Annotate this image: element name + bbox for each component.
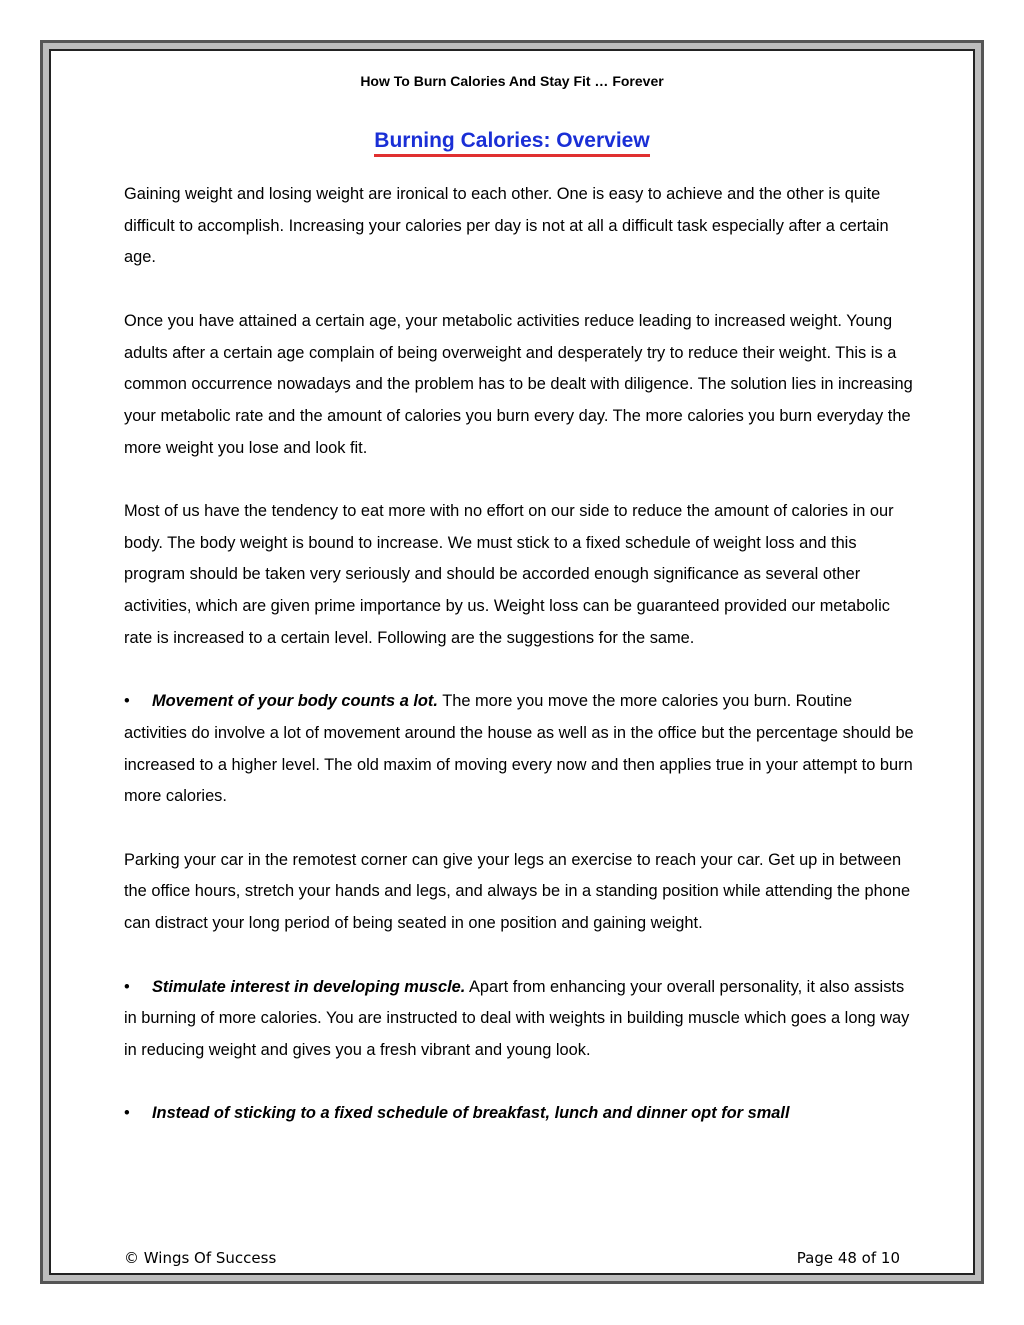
page-title [51,129,973,157]
bullet-text: The more you move the more calories you burn. Routine activities do involve a lot of movement around the house as well as in the office but the percentage should be increased to a higher level. The old maxim of moving every now and then applies true in your attempt to burn more calories. [124,692,914,806]
bullet-lead: Instead of sticking to a fixed schedule of breakfast, lunch and dinner opt for small [152,1104,790,1123]
running-header: How To Burn Calories And Stay Fit … Forever [360,73,664,89]
bullet-lead: Movement of your body counts a lot. [152,692,438,711]
bullet-lead: Stimulate interest in developing muscle. [152,977,466,996]
paragraph-1: Gaining weight and losing weight are ironical to each other. One is easy to achieve and the other is quite difficult to accomplish. Increasing your calories per day is not at all a difficult task especially after a certain age. [124,185,889,267]
footer-copyright: © Wings Of Success [124,1249,277,1267]
document-content [124,179,914,1162]
bullet-item-movement [124,686,914,813]
paragraph-4: Parking your car in the remotest corner can give your legs an exercise to reach your car. Get up in between the office hours, stretch your hands and legs, and always be in a standing position while attending the phone can distract your long period of being seated in one position and gaining weight. [124,850,911,933]
footer-page-number: Page 48 of 10 [796,1249,900,1267]
bullet-text: Apart from enhancing your overall personality, it also assists in burning of more calories. You are instructed to deal with weights in building muscle which goes a long way in reducing weight and gives you a fresh vibrant and young look. [124,977,910,1059]
bullet-marker: • [124,692,130,711]
paragraph-2: Once you have attained a certain age, your metabolic activities reduce leading to increased weight. Young adults after a certain age complain of being overweight and desperately try to reduce their weight. This is a common occurrence nowadays and the problem has to be dealt with diligence. The solution lies in increasing your metabolic rate and the amount of calories you burn every day. The more calories you burn everyday the more weight you lose and look fit. [124,311,913,457]
paragraph-3: Most of us have the tendency to eat more with no effort on our side to reduce the amount of calories in our body. The body weight is bound to increase. We must stick to a fixed schedule of weight loss and this program should be taken very seriously and should be accorded enough significance as several other activities, which are given prime importance by us. Weight loss can be guaranteed provided our metabolic rate is increased to a certain level. Following are the suggestions for the same. [124,502,894,647]
bullet-marker: • [124,1104,130,1123]
page-title-link[interactable]: Burning Calories: Overview [374,129,649,157]
page-body [49,49,975,1275]
bullet-item-meals [124,1098,914,1130]
bullet-marker: • [124,977,130,996]
bullet-item-muscle [124,972,914,1067]
page-frame [40,40,984,1284]
